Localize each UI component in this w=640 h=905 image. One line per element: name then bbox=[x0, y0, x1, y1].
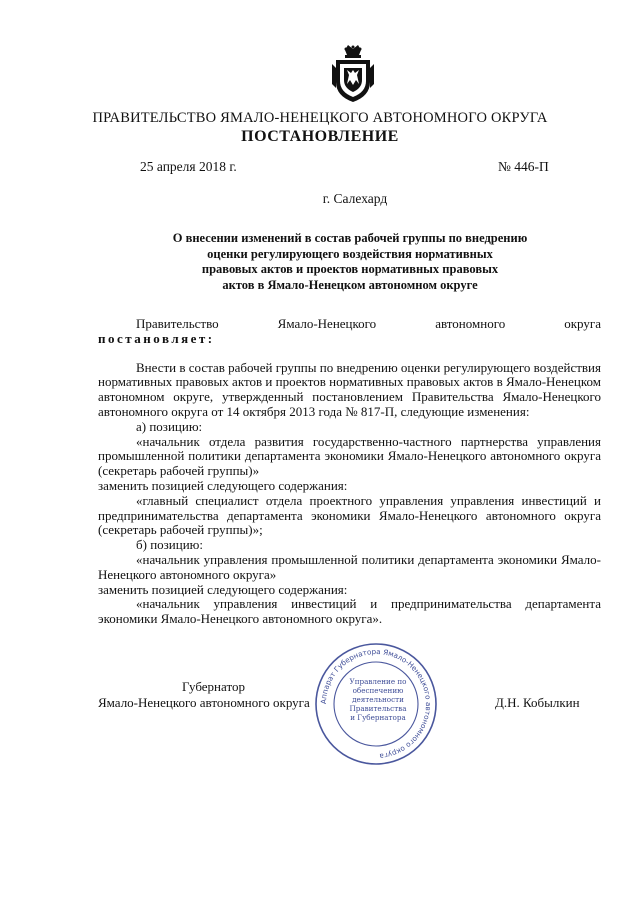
document-subject bbox=[130, 231, 570, 293]
resolves-word: постановляет: bbox=[98, 330, 215, 346]
coat-of-arms-icon bbox=[330, 44, 376, 104]
stamp-ring-text: Аппарат Губернатора Ямало-Ненецкого автономного округа bbox=[318, 646, 434, 761]
stamp-center-line: Управление по bbox=[349, 677, 407, 686]
item-a-label: а) позицию: bbox=[136, 418, 203, 434]
stamp-center-line: деятельности bbox=[352, 695, 404, 704]
document-type: ПОСТАНОВЛЕНИЕ bbox=[241, 128, 399, 145]
item-a-replace-text: заменить позицией следующего содержания: bbox=[98, 477, 348, 493]
document-number: № 446-П bbox=[498, 159, 549, 174]
intro-paragraph: Внести в состав рабочей группы по внедрению оценки регулирующего воздействия нормативных правовых актов и проектов нормативных правовых актов в Ямало-Ненецком автономном округе, утвержденный постановлением Правительства Ямало-Ненецкого автономного округа от 14 октября 2013 года № 817-П, следующие изменения: bbox=[98, 359, 601, 419]
subject-line: актов в Ямало-Ненецком автономном округе bbox=[222, 277, 478, 292]
preamble-word: автономного bbox=[435, 316, 506, 331]
signature-name: Д.Н. Кобылкин bbox=[495, 695, 580, 710]
stamp-center-line: обеспечению bbox=[352, 686, 404, 695]
item-b-label: б) позицию: bbox=[136, 537, 203, 553]
item-b-new-position: «начальник управления инвестиций и предпринимательства департамента экономики Ямало-Ненецкого автономного округа». bbox=[98, 596, 601, 627]
subject-line: правовых актов и проектов нормативных правовых bbox=[201, 262, 499, 276]
signature-title: Губернатор bbox=[182, 679, 245, 694]
item-b-replace-text: заменить позицией следующего содержания: bbox=[98, 581, 348, 597]
organization-title: ПРАВИТЕЛЬСТВО ЯМАЛО-НЕНЕЦКОГО АВТОНОМНОГО ОКРУГА bbox=[92, 110, 548, 126]
preamble bbox=[98, 317, 601, 332]
item-a-new-position: «главный специалист отдела проектного управления управления инвестиций и предпринимательства департамента экономики Ямало-Ненецкого автономного округа (секретарь рабочей группы)»; bbox=[98, 492, 601, 538]
preamble-word: Ямало-Ненецкого bbox=[277, 316, 377, 331]
preamble-word: Правительство bbox=[136, 316, 219, 331]
stamp-center-line: и Губернатора bbox=[350, 713, 406, 722]
document-body bbox=[98, 317, 601, 627]
subject-line: оценки регулирующего воздействия нормативных bbox=[207, 246, 493, 261]
document-date: 25 апреля 2018 г. bbox=[140, 159, 237, 174]
item-b-old-position: «начальник управления промышленной политики департамента экономики Ямало-Ненецкого автономного округа» bbox=[98, 551, 601, 582]
preamble-word: округа bbox=[564, 316, 601, 331]
subject-line: О внесении изменений в состав рабочей группы по внедрению bbox=[172, 231, 528, 245]
item-a-old-position: «начальник отдела развития государственно-частного партнерства управления промышленной политики департамента экономики Ямало-Ненецкого автономного округа (секретарь рабочей группы)» bbox=[98, 433, 601, 479]
stamp-center-line: Правительства bbox=[349, 704, 407, 713]
official-stamp bbox=[312, 640, 440, 768]
signature-region: Ямало-Ненецкого автономного округа bbox=[98, 695, 310, 710]
document-city: г. Салехард bbox=[322, 191, 388, 206]
